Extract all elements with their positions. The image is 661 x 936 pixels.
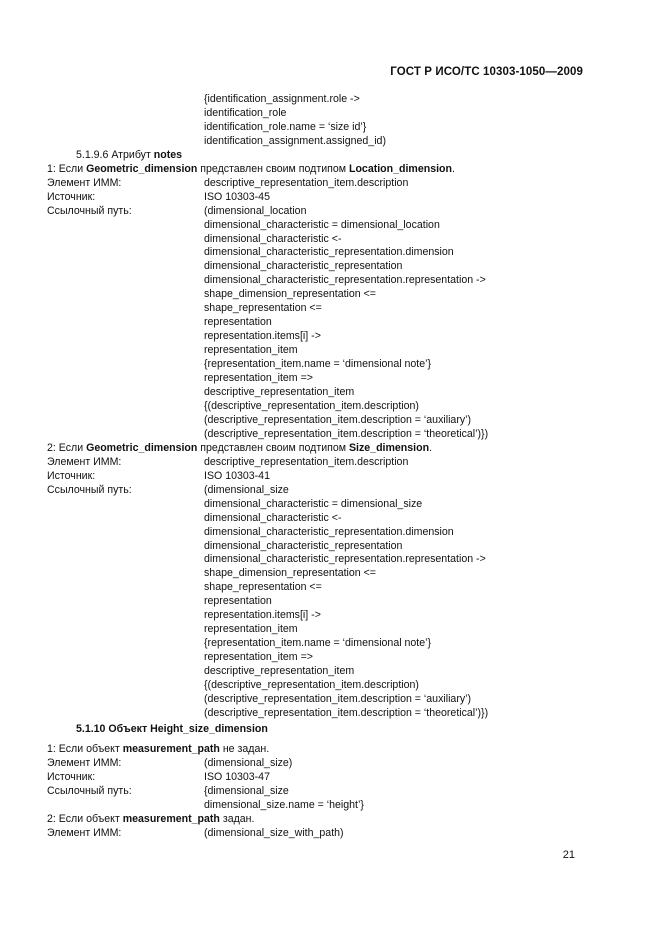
path-line: descriptive_representation_item [204,386,355,399]
document-body [47,93,607,841]
path-line: representation.items[i] -> [204,330,321,343]
path-line: {identification_assignment.role -> [204,93,360,105]
source-label: Источник: [47,469,96,482]
path-line: dimensional_characteristic_representation.dimension [204,246,454,259]
path-line: identification_role [204,106,287,119]
condition-line: 1: Если Geometric_dimension представлен своим подтипом Location_dimension. [47,162,455,175]
path-label: Ссылочный путь: [47,204,132,217]
path-line: shape_representation <= [204,581,322,594]
path-line: (descriptive_representation_item.description = ‘auxiliary’) [204,413,472,426]
path-line: dimensional_characteristic = dimensional_size [204,497,423,510]
path-row [47,484,607,498]
path-line: {dimensional_size [204,784,289,797]
path-line: shape_dimension_representation <= [204,567,376,580]
path-line: dimensional_characteristic <- [204,511,342,524]
path-line: dimensional_characteristic_representation.dimension [204,525,454,538]
condition-line: 2: Если Geometric_dimension представлен своим подтипом Size_dimension. [47,441,433,454]
element-row [47,456,607,470]
source-row [47,191,607,205]
section-heading-5110: 5.1.10 Объект Height_size_dimension [76,722,268,735]
path-line: (descriptive_representation_item.description = ‘auxiliary’) [204,692,472,705]
source-row [47,470,607,484]
path-line: (dimensional_location [204,204,307,217]
path-line: dimensional_characteristic_representation.representation -> [204,553,486,566]
section-heading-5196: 5.1.9.6 Атрибут notes [76,148,183,161]
path-line: representation.items[i] -> [204,609,321,622]
path-line: (descriptive_representation_item.description = ‘theoretical’)}) [204,427,489,440]
element-label: Элемент ИММ: [47,176,122,189]
path-row [47,205,607,219]
element-row [47,827,607,841]
element-value: (dimensional_size) [204,756,293,769]
path-line: (dimensional_size [204,483,289,496]
path-lines [47,498,607,721]
element-value: descriptive_representation_item.description [204,455,409,468]
path-line: {(descriptive_representation_item.description) [204,399,419,412]
path-lines [47,799,607,813]
path-line: {representation_item.name = ‘dimensional note’} [204,358,432,371]
element-value: descriptive_representation_item.description [204,176,409,189]
path-line: shape_dimension_representation <= [204,288,376,301]
element-value: (dimensional_size_with_path) [204,826,344,839]
page-header: ГОСТ Р ИСО/ТС 10303-1050—2009 [390,66,583,78]
path-line: representation [204,316,272,329]
page-number: 21 [562,849,575,861]
condition-line: 2: Если объект measurement_path задан. [47,812,255,825]
source-row [47,771,607,785]
element-row [47,177,607,191]
source-label: Источник: [47,770,96,783]
path-line: {(descriptive_representation_item.description) [204,679,419,692]
path-label: Ссылочный путь: [47,784,132,797]
source-label: Источник: [47,190,96,203]
element-label: Элемент ИММ: [47,455,122,468]
path-line: representation [204,595,272,608]
path-line: representation_item => [204,651,313,664]
path-line: {representation_item.name = ‘dimensional note’} [204,637,432,650]
source-value: ISO 10303-45 [204,190,270,203]
path-line: dimensional_size.name = ‘height’} [204,798,364,811]
source-value: ISO 10303-47 [204,770,270,783]
path-line: dimensional_characteristic_representation [204,260,403,273]
path-row [47,785,607,799]
path-line: dimensional_characteristic_representation.representation -> [204,274,486,287]
element-label: Элемент ИММ: [47,756,122,769]
intro-path-lines [47,93,607,149]
path-line: descriptive_representation_item [204,665,355,678]
path-line: dimensional_characteristic_representation [204,539,403,552]
path-line: representation_item [204,623,298,636]
path-line: shape_representation <= [204,302,322,315]
path-lines [47,219,607,442]
path-line: dimensional_characteristic <- [204,232,342,245]
element-label: Элемент ИММ: [47,826,122,839]
path-line: identification_assignment.assigned_id) [204,134,386,147]
path-line: identification_role.name = ‘size id’} [204,120,367,133]
path-line: representation_item => [204,372,313,385]
path-label: Ссылочный путь: [47,483,132,496]
source-value: ISO 10303-41 [204,469,270,482]
path-line: dimensional_characteristic = dimensional_location [204,218,440,231]
condition-line: 1: Если объект measurement_path не задан. [47,742,270,755]
element-row [47,757,607,771]
path-line: (descriptive_representation_item.description = ‘theoretical’)}) [204,706,489,719]
path-line: representation_item [204,344,298,357]
